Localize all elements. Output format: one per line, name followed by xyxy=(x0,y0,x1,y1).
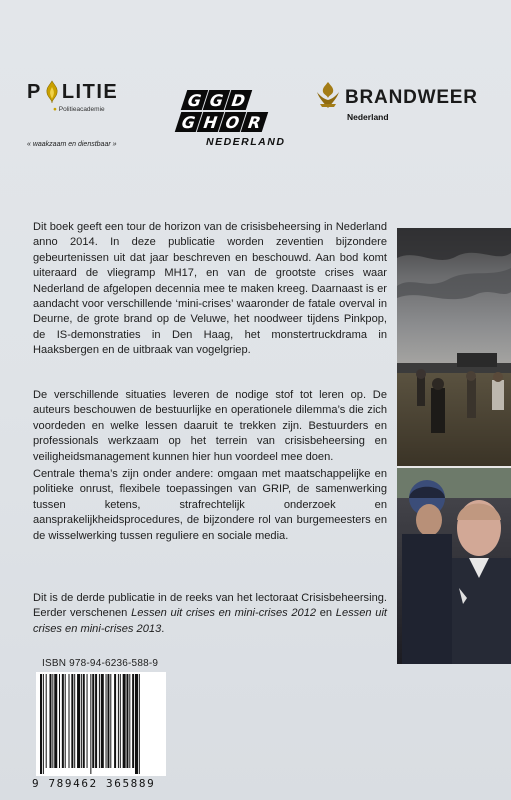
ggd-letter: G xyxy=(203,90,230,110)
blurb-paragraph-3 xyxy=(33,467,387,544)
barcode xyxy=(36,672,166,776)
barcode-bar xyxy=(92,674,94,768)
barcode-bar xyxy=(46,674,47,768)
barcode-bar xyxy=(99,674,100,768)
barcode-bar xyxy=(83,674,85,768)
barcode-bar xyxy=(59,674,60,768)
brandweer-emblem-icon xyxy=(313,80,343,110)
politie-logo xyxy=(27,80,147,113)
barcode-bar xyxy=(81,674,82,768)
barcode-bar xyxy=(107,674,109,768)
ggd-letter: G xyxy=(181,90,208,110)
brandweer-wordmark: BRANDWEER xyxy=(345,87,478,108)
barcode-bar xyxy=(77,674,80,768)
blurb-text-part: en xyxy=(316,607,336,620)
barcode-digits: 9 789462 365889 xyxy=(32,777,156,790)
barcode-bar xyxy=(95,674,97,768)
barcode-bar xyxy=(71,674,73,768)
barcode-bar xyxy=(40,674,42,774)
blurb-text: Dit boek geeft een tour de horizon van de crisisbeheersing in Nederland anno 2014. In deze publicatie worden zeventien bijzondere gebeurtenissen uit dat jaar beschreven en beschouwd. Aan bod komt uiteraard de vliegramp MH17, en van de grootste crises waar Nederland de afgelopen decennia mee te maken kreeg. Daarnaast is er aandacht voor verschillende ‘mini-crises’ waaronder de fatale overval in Deurne, de grote brand op de Veluwe, het noodweer tijdens Pinkpop, de IS-demonstraties in Den Haag, het monstertruckdrama in Haaksbergen en de uitbraak van vogelgriep. xyxy=(33,221,387,357)
isbn-label: ISBN 978-94-6236-588-9 xyxy=(42,658,159,669)
ghor-letter: H xyxy=(197,112,224,132)
politie-letter: P xyxy=(27,80,42,103)
barcode-bars xyxy=(36,672,166,776)
cover-photo xyxy=(397,228,511,664)
barcode-bar xyxy=(139,674,140,774)
barcode-bar xyxy=(50,674,52,768)
blurb-paragraph-4 xyxy=(33,591,387,637)
barcode-bar xyxy=(114,674,116,768)
politie-flame-icon xyxy=(43,80,61,104)
barcode-bar xyxy=(54,674,57,768)
barcode-bar xyxy=(62,674,64,768)
ggd-ghor-logo xyxy=(176,90,288,152)
barcode-bar xyxy=(101,674,104,768)
book-title-2012: Lessen uit crises en mini-crises 2012 xyxy=(131,607,317,620)
ghor-letter: R xyxy=(241,112,268,132)
barcode-bar xyxy=(69,674,70,768)
blurb-text-part: Dit is de derde publicatie in de reeks van het lectoraat Crisisbeheersing. Eerder verschenen xyxy=(33,592,387,620)
politie-tagline: « waakzaam en dienstbaar » xyxy=(27,141,117,148)
blurb-paragraph-2 xyxy=(33,388,387,465)
barcode-bar xyxy=(52,674,53,768)
barcode-bar xyxy=(126,674,128,768)
barcode-bar xyxy=(43,674,44,774)
barcode-bar xyxy=(118,674,119,768)
politie-wordmark xyxy=(27,80,147,104)
barcode-bar xyxy=(132,674,134,768)
ghor-letter: O xyxy=(219,112,246,132)
barcode-bar xyxy=(90,674,91,774)
blurb-paragraph-1 xyxy=(33,220,387,359)
blurb-text: De verschillende situaties leveren de nodige stof tot leren op. De auteurs beschouwen de bestuurlijke en operationele dilemma’s die zich voordeden en welke lessen daaruit te trekken zijn. Bestuurders en professionals werkzaam op het terrein van crisisbeheersing en veiligheidsmanagement kunnen hier hun voordeel mee doen. xyxy=(33,389,387,463)
barcode-bar xyxy=(110,674,111,768)
blurb-text-part: . xyxy=(161,622,165,635)
ghor-letter: G xyxy=(175,112,202,132)
politie-subtitle: ● Politieacademie xyxy=(53,106,105,113)
book-title-2013: Lessen uit crises en mini-crises 2013 xyxy=(33,607,387,635)
blurb-text: Centrale thema’s zijn onder andere: omgaan met maatschappelijke en politieke onrust, flexibele toepassingen van GRIP, de samenwerking tussen ketens, strafrechtelijk onderzoek en aansprakelijkheidsprocedures, de bijzondere rol van burgemeesters en de wisselwerking tussen reguliere en sociale media. xyxy=(33,468,387,542)
barcode-bar xyxy=(65,674,66,768)
photo-image xyxy=(397,228,511,664)
ggd-letter: D xyxy=(225,90,252,110)
barcode-bar xyxy=(135,674,138,774)
ggd-subtitle: NEDERLAND xyxy=(206,136,286,148)
brandweer-subtitle: Nederland xyxy=(347,112,389,122)
politie-letters: LITIE xyxy=(61,80,119,103)
barcode-bar xyxy=(120,674,121,768)
ggd-row xyxy=(184,90,250,110)
ghor-row xyxy=(178,112,266,132)
politie-sub-text: Politieacademie xyxy=(58,106,105,113)
blurb-text xyxy=(33,591,387,637)
barcode-bar xyxy=(87,674,88,768)
barcode-bar xyxy=(123,674,126,768)
barcode-bar xyxy=(129,674,130,768)
barcode-bar xyxy=(106,674,107,768)
barcode-bar xyxy=(74,674,75,768)
